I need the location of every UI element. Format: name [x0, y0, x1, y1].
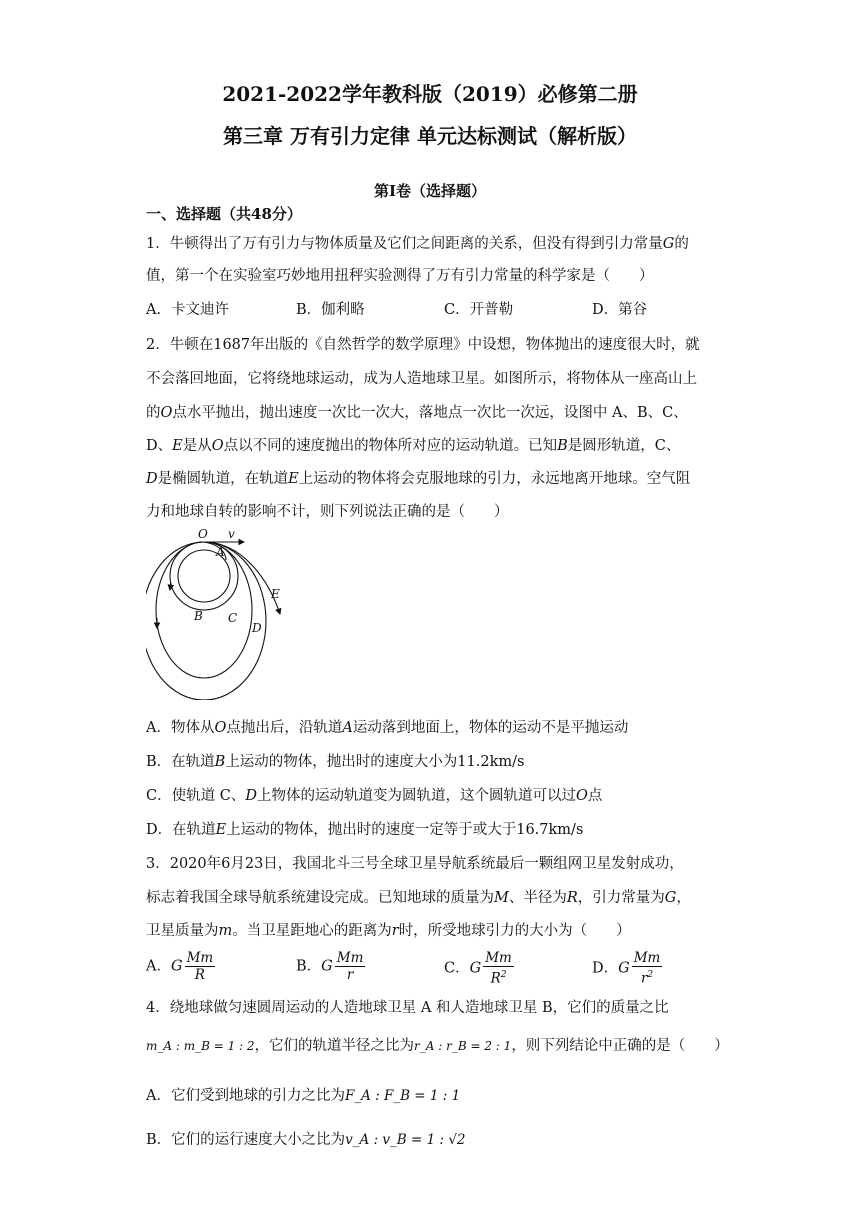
orbit-b [170, 542, 238, 610]
label-o: O [198, 528, 208, 541]
orbit-d [146, 542, 266, 700]
label-v: v [228, 528, 235, 541]
q2-option-a[interactable]: A．物体从O点抛出后，沿轨道A运动落到地面上，物体的运动不是平抛运动 [146, 720, 629, 736]
title-line-1: 2021-2022学年教科版（2019）必修第二册 [222, 82, 638, 106]
q2-option-b[interactable]: B．在轨道B上运动的物体，抛出时的速度大小为11.2km/s [146, 754, 525, 770]
q3-option-a[interactable]: A．G $\frac{Mm}{R}$ [146, 950, 214, 983]
q3-option-b[interactable]: B．G $\frac{Mm}{r}$ [296, 950, 364, 983]
label-b: B [194, 609, 203, 623]
section-heading: 一、选择题（共48分） [146, 205, 302, 223]
q1-option-d[interactable]: D．第谷 [592, 302, 648, 318]
q2-line-6: 力和地球自转的影响不计，则下列说法正确的是（ ） [146, 504, 509, 520]
q3-option-d[interactable]: D．G $\frac{Mm}{r^2}$ [592, 950, 661, 987]
label-d: D [252, 621, 262, 635]
q2-line-5: D是椭圆轨道，在轨道E上运动的物体将会克服地球的引力，永远地离开地球。空气阻 [146, 471, 691, 487]
q4-line-2: m_A : m_B = 1 : 2，它们的轨道半径之比为r_A : r_B = 2 : 1，则下列结论中正确的是（ ） [146, 1038, 729, 1054]
q4-line-1: 4．绕地球做匀速圆周运动的人造地球卫星 A 和人造地球卫星 B，它们的质量之比 [146, 1000, 669, 1016]
q1-option-c[interactable]: C．开普勒 [444, 302, 514, 318]
label-a: A [216, 545, 225, 559]
q2-line-4: D、E是从O点以不同的速度抛出的物体所对应的运动轨道。已知B是圆形轨道，C、 [146, 438, 681, 454]
q2-option-c[interactable]: C．使轨道 C、D上物体的运动轨道变为圆轨道，这个圆轨道可以过O点 [146, 788, 603, 804]
q4-option-b[interactable]: B．它们的运行速度大小之比为v_A : v_B = 1 : √2 [146, 1132, 466, 1148]
label-e: E [271, 587, 280, 601]
q2-line-3: 的O点水平抛出，抛出速度一次比一次大，落地点一次比一次远，设图中 A、B、C、 [146, 405, 688, 421]
volume-heading: 第Ⅰ卷（选择题） [373, 182, 487, 200]
q3-line-1: 3．2020年6月23日，我国北斗三号全球卫星导航系统最后一颗组网卫星发射成功， [146, 856, 684, 872]
title-line-2: 第三章 万有引力定律 单元达标测试（解析版） [223, 124, 637, 148]
orbit-diagram [146, 528, 296, 700]
q2-line-1: 2．牛顿在1687年出版的《自然哲学的数学原理》中设想，物体抛出的速度很大时，就 [146, 337, 700, 353]
q3-line-3: 卫星质量为m。当卫星距地心的距离为r时，所受地球引力的大小为（ ） [146, 923, 631, 939]
q4-option-a[interactable]: A．它们受到地球的引力之比为F_A : F_B = 1 : 1 [146, 1088, 461, 1104]
q1-option-b[interactable]: B．伽利略 [296, 302, 365, 318]
q1-line-2: 值，第一个在实验室巧妙地用扭秤实验测得了万有引力常量的科学家是（ ） [146, 268, 654, 284]
orbit-b-arrow [170, 583, 171, 590]
label-c: C [228, 611, 238, 625]
q1-line-1: 1．牛顿得出了万有引力与物体质量及它们之间距离的关系，但没有得到引力常量G的 [146, 236, 689, 252]
q3-option-c[interactable]: C．G $\frac{Mm}{R^2}$ [444, 950, 512, 987]
q2-line-2: 不会落回地面，它将绕地球运动，成为人造地球卫星。如图所示，将物体从一座高山上 [146, 371, 697, 387]
q1-option-a[interactable]: A．卡文迪许 [146, 302, 229, 318]
q3-line-2: 标志着我国全球导航系统建设完成。已知地球的质量为M、半径为R，引力常量为G， [146, 890, 691, 906]
q2-option-d[interactable]: D．在轨道E上运动的物体，抛出时的速度一定等于或大于16.7km/s [146, 822, 584, 838]
